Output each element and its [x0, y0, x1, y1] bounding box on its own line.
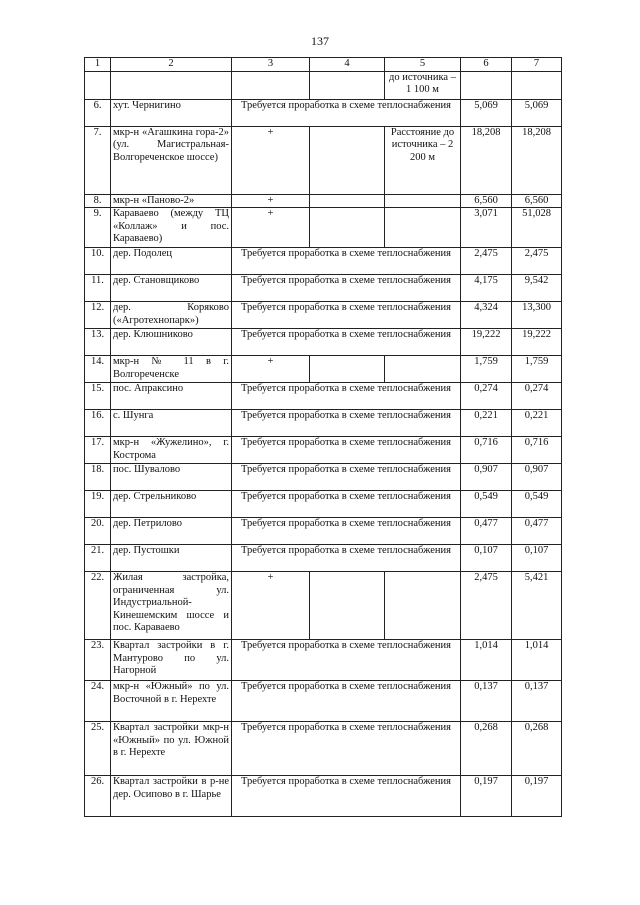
table-cell [85, 71, 111, 99]
table-cell [310, 208, 385, 248]
continuation-row [85, 71, 562, 99]
value-cell: 19,222 [461, 329, 512, 356]
requirement-note: Требуется проработка в схеме теплоснабжения [232, 518, 461, 545]
value-cell: 0,716 [512, 437, 562, 464]
row-number: 19. [85, 491, 111, 518]
value-cell: 2,475 [461, 248, 512, 275]
table-cell [232, 71, 310, 99]
value-cell: 0,221 [512, 410, 562, 437]
value-cell: 0,716 [461, 437, 512, 464]
row-number: 21. [85, 545, 111, 572]
settlement-name: хут. Чернигино [111, 99, 232, 126]
row-number: 10. [85, 248, 111, 275]
value-cell: 0,221 [461, 410, 512, 437]
table-row [85, 410, 562, 437]
value-cell: 4,175 [461, 275, 512, 302]
row-number: 23. [85, 640, 111, 681]
table-row [85, 248, 562, 275]
value-cell: 51,028 [512, 208, 562, 248]
requirement-note: Требуется проработка в схеме теплоснабжения [232, 491, 461, 518]
header-cell: 6 [461, 58, 512, 72]
table-cell [310, 572, 385, 640]
table-row [85, 776, 562, 817]
settlement-name: Квартал застройки в г. Мантурово по ул. Нагорной [111, 640, 232, 681]
table-cell [111, 71, 232, 99]
value-cell: 0,274 [512, 383, 562, 410]
value-cell: 6,560 [512, 194, 562, 208]
row-number: 18. [85, 464, 111, 491]
header-cell: 7 [512, 58, 562, 72]
distance-note: до источника – 1 100 м [385, 71, 461, 99]
settlement-name: дер. Петрилово [111, 518, 232, 545]
table-row [85, 383, 562, 410]
table-cell [310, 356, 385, 383]
settlement-name: Квартал застройки мкр-н «Южный» по ул. Южной в г. Нерехте [111, 722, 232, 776]
table-row [85, 491, 562, 518]
value-cell: 1,014 [461, 640, 512, 681]
settlement-name: дер. Пустошки [111, 545, 232, 572]
table-cell [512, 71, 562, 99]
requirement-note: Требуется проработка в схеме теплоснабжения [232, 329, 461, 356]
requirement-note: Требуется проработка в схеме теплоснабжения [232, 681, 461, 722]
settlement-name: мкр-н «Жужелино», г. Кострома [111, 437, 232, 464]
requirement-note: Требуется проработка в схеме теплоснабжения [232, 99, 461, 126]
value-cell: 5,069 [512, 99, 562, 126]
row-number: 16. [85, 410, 111, 437]
table-row [85, 545, 562, 572]
header-cell: 1 [85, 58, 111, 72]
value-cell: 0,197 [461, 776, 512, 817]
header-cell: 2 [111, 58, 232, 72]
settlement-name: дер. Становщиково [111, 275, 232, 302]
page-number: 137 [311, 34, 329, 48]
table-row [85, 208, 562, 248]
header-cell: 4 [310, 58, 385, 72]
value-cell: 0,137 [512, 681, 562, 722]
requirement-note: Требуется проработка в схеме теплоснабжения [232, 464, 461, 491]
settlement-name: дер. Подолец [111, 248, 232, 275]
table-row [85, 275, 562, 302]
plus-mark: + [232, 356, 310, 383]
row-number: 14. [85, 356, 111, 383]
row-number: 26. [85, 776, 111, 817]
value-cell: 3,071 [461, 208, 512, 248]
table-row [85, 464, 562, 491]
requirement-note: Требуется проработка в схеме теплоснабжения [232, 248, 461, 275]
row-number: 20. [85, 518, 111, 545]
value-cell: 18,208 [512, 126, 562, 194]
value-cell: 0,107 [512, 545, 562, 572]
table-row [85, 126, 562, 194]
value-cell: 5,069 [461, 99, 512, 126]
table-row [85, 99, 562, 126]
row-number: 22. [85, 572, 111, 640]
row-number: 7. [85, 126, 111, 194]
settlement-name: Квартал застройки в р-не дер. Осипово в г. Шарье [111, 776, 232, 817]
plus-mark: + [232, 572, 310, 640]
settlement-name: пос. Апраксино [111, 383, 232, 410]
distance-note [385, 572, 461, 640]
distance-note [385, 356, 461, 383]
requirement-note: Требуется проработка в схеме теплоснабжения [232, 776, 461, 817]
table-row [85, 681, 562, 722]
row-number: 25. [85, 722, 111, 776]
row-number: 13. [85, 329, 111, 356]
value-cell: 0,137 [461, 681, 512, 722]
distance-note [385, 194, 461, 208]
header-cell: 5 [385, 58, 461, 72]
settlement-name: мкр-н № 11 в г. Волгореченске [111, 356, 232, 383]
value-cell: 4,324 [461, 302, 512, 329]
table-row [85, 518, 562, 545]
value-cell: 1,759 [512, 356, 562, 383]
value-cell: 19,222 [512, 329, 562, 356]
table-row [85, 302, 562, 329]
row-number: 12. [85, 302, 111, 329]
settlement-name: дер. Клюшниково [111, 329, 232, 356]
requirement-note: Требуется проработка в схеме теплоснабжения [232, 383, 461, 410]
value-cell: 0,907 [512, 464, 562, 491]
plus-mark: + [232, 208, 310, 248]
table-row [85, 437, 562, 464]
value-cell: 0,549 [461, 491, 512, 518]
value-cell: 18,208 [461, 126, 512, 194]
value-cell: 2,475 [512, 248, 562, 275]
value-cell: 5,421 [512, 572, 562, 640]
row-number: 24. [85, 681, 111, 722]
row-number: 11. [85, 275, 111, 302]
requirement-note: Требуется проработка в схеме теплоснабжения [232, 640, 461, 681]
table-cell [310, 71, 385, 99]
value-cell: 0,197 [512, 776, 562, 817]
value-cell: 2,475 [461, 572, 512, 640]
settlement-name: с. Шунга [111, 410, 232, 437]
header-row [85, 58, 562, 72]
plus-mark: + [232, 194, 310, 208]
value-cell: 1,014 [512, 640, 562, 681]
distance-note: Расстояние до источника – 2 200 м [385, 126, 461, 194]
row-number: 15. [85, 383, 111, 410]
settlement-name: мкр-н «Южный» по ул. Восточной в г. Нерехте [111, 681, 232, 722]
requirement-note: Требуется проработка в схеме теплоснабжения [232, 545, 461, 572]
table-row [85, 572, 562, 640]
row-number: 9. [85, 208, 111, 248]
requirement-note: Требуется проработка в схеме теплоснабжения [232, 437, 461, 464]
value-cell: 13,300 [512, 302, 562, 329]
value-cell: 9,542 [512, 275, 562, 302]
value-cell: 1,759 [461, 356, 512, 383]
table-row [85, 329, 562, 356]
value-cell: 0,549 [512, 491, 562, 518]
settlement-name: мкр-н «Паново-2» [111, 194, 232, 208]
requirement-note: Требуется проработка в схеме теплоснабжения [232, 410, 461, 437]
settlement-name: мкр-н «Агашкина гора-2» (ул. Магистральная-Волгореченское шоссе) [111, 126, 232, 194]
table-cell [310, 126, 385, 194]
table-cell [461, 71, 512, 99]
value-cell: 0,274 [461, 383, 512, 410]
settlement-name: дер. Коряково («Агротехнопарк») [111, 302, 232, 329]
value-cell: 0,477 [461, 518, 512, 545]
settlement-name: Караваево (между ТЦ «Коллаж» и пос. Караваево) [111, 208, 232, 248]
plus-mark: + [232, 126, 310, 194]
value-cell: 0,477 [512, 518, 562, 545]
settlement-name: дер. Стрельниково [111, 491, 232, 518]
requirement-note: Требуется проработка в схеме теплоснабжения [232, 722, 461, 776]
row-number: 6. [85, 99, 111, 126]
requirement-note: Требуется проработка в схеме теплоснабжения [232, 302, 461, 329]
requirement-note: Требуется проработка в схеме теплоснабжения [232, 275, 461, 302]
value-cell: 6,560 [461, 194, 512, 208]
value-cell: 0,268 [512, 722, 562, 776]
value-cell: 0,268 [461, 722, 512, 776]
value-cell: 0,907 [461, 464, 512, 491]
settlement-name: Жилая застройка, ограниченная ул. Индустриальной-Кинешемским шоссе и пос. Караваево [111, 572, 232, 640]
row-number: 8. [85, 194, 111, 208]
header-cell: 3 [232, 58, 310, 72]
table-row [85, 194, 562, 208]
data-table [84, 57, 562, 817]
table-row [85, 640, 562, 681]
distance-note [385, 208, 461, 248]
table-row [85, 722, 562, 776]
row-number: 17. [85, 437, 111, 464]
table-cell [310, 194, 385, 208]
value-cell: 0,107 [461, 545, 512, 572]
table-row [85, 356, 562, 383]
settlement-name: пос. Шувалово [111, 464, 232, 491]
